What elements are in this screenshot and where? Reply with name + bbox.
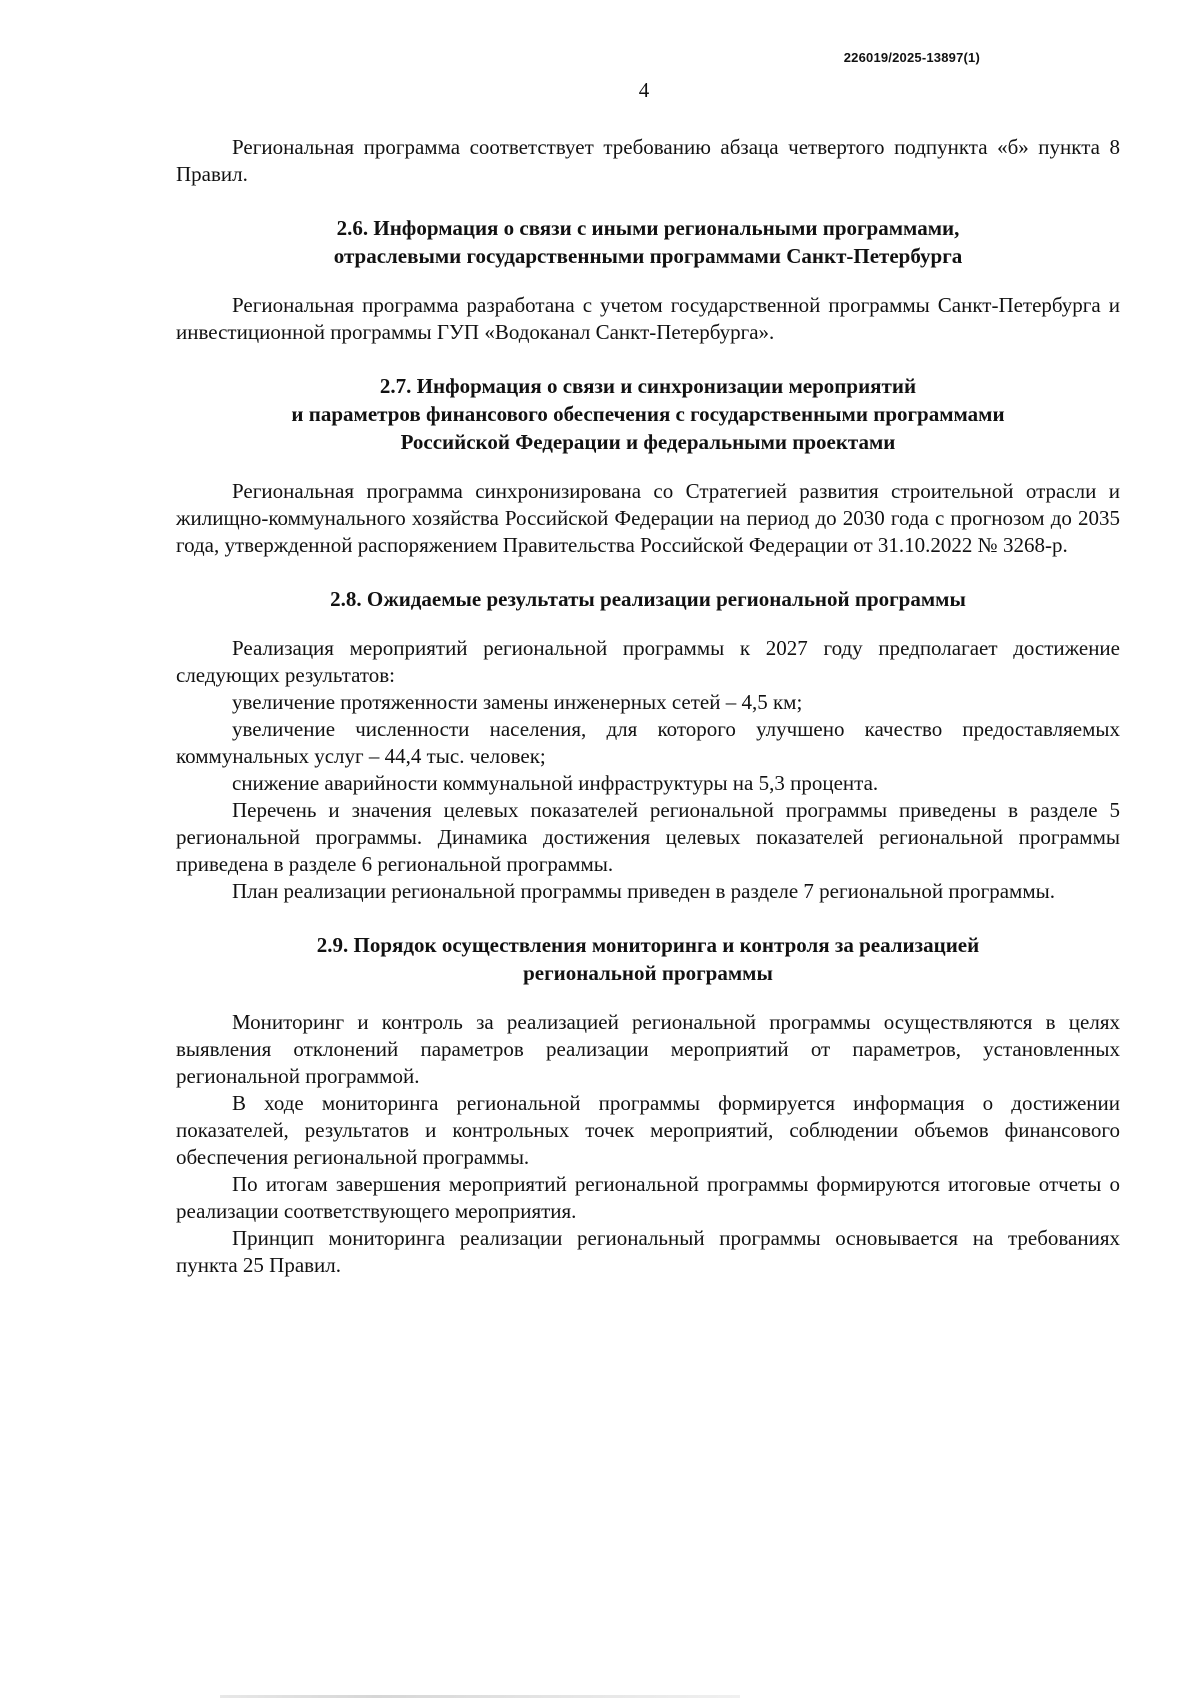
section-2-7-title-line-2: и параметров финансового обеспечения с государственными программами [291,402,1005,426]
page-number: 4 [638,78,650,102]
section-2-6-paragraph-1: Региональная программа разработана с учетом государственной программы Санкт-Петербурга и инвестиционной программы ГУП «Водоканал Санкт-Петербурга». [176,293,1120,344]
section-2-7-paragraph-1: Региональная программа синхронизирована со Стратегией развития строительной отрасли и жилищно-коммунального хозяйства Российской Федерации на период до 2030 года с прогнозом до 2035 года, утвержденной распоряжением Правительства Российской Федерации от 31.10.2022 № 3268-р. [176,479,1120,557]
section-2-7-title-line-1: 2.7. Информация о связи и синхронизации мероприятий [379,374,917,398]
section-2-8-result-3: снижение аварийности коммунальной инфраструктуры на 5,3 процента. [232,771,879,795]
section-2-8-paragraph-1: Реализация мероприятий региональной программы к 2027 году предполагает достижение следующих результатов: [176,636,1120,687]
section-2-9-paragraph-1: Мониторинг и контроль за реализацией региональной программы осуществляются в целях выявления отклонений параметров реализации мероприятий от параметров, установленных региональной программой. [176,1010,1120,1088]
section-2-6-title-line-1: 2.6. Информация о связи с иными региональными программами, [336,216,960,240]
section-2-8-paragraph-5: Перечень и значения целевых показателей региональной программы приведены в разделе 5 региональной программы. Динамика достижения целевых показателей региональной программы приведена в разделе 6 региональной программы. [176,798,1120,876]
section-2-8-paragraph-6: План реализации региональной программы приведен в разделе 7 региональной программы. [232,879,1055,903]
section-2-7-title-line-3: Российской Федерации и федеральными проектами [400,430,896,454]
document-id: 226019/2025-13897(1) [843,50,980,65]
section-2-8-title: 2.8. Ожидаемые результаты реализации региональной программы [330,587,966,611]
section-2-7 [176,372,1120,559]
section-2-8-result-2: увеличение численности населения, для которого улучшено качество предоставляемых коммунальных услуг – 44,4 тыс. человек; [176,717,1120,768]
section-2-9-paragraph-4: Принцип мониторинга реализации региональный программы основывается на требованиях пункта 25 Правил. [176,1226,1120,1277]
scan-artifact-line [220,1695,740,1698]
section-2-9 [176,931,1120,1279]
document-body [176,134,1120,1279]
section-2-9-paragraph-3: По итогам завершения мероприятий региональной программы формируются итоговые отчеты о реализации соответствующего мероприятия. [176,1172,1120,1223]
section-2-9-title-line-1: 2.9. Порядок осуществления мониторинга и контроля за реализацией [316,933,980,957]
section-2-6 [176,214,1120,346]
section-2-9-title-line-2: региональной программы [523,961,773,985]
intro-paragraph: Региональная программа соответствует требованию абзаца четвертого подпункта «б» пункта 8 Правил. [176,135,1120,186]
section-2-6-title-line-2: отраслевыми государственными программами Санкт-Петербурга [333,244,963,268]
section-2-8-result-1: увеличение протяженности замены инженерных сетей – 4,5 км; [232,690,803,714]
section-2-8 [176,585,1120,905]
section-2-9-paragraph-2: В ходе мониторинга региональной программы формируется информация о достижении показателей, результатов и контрольных точек мероприятий, соблюдении объемов финансового обеспечения региональной программы. [176,1091,1120,1169]
